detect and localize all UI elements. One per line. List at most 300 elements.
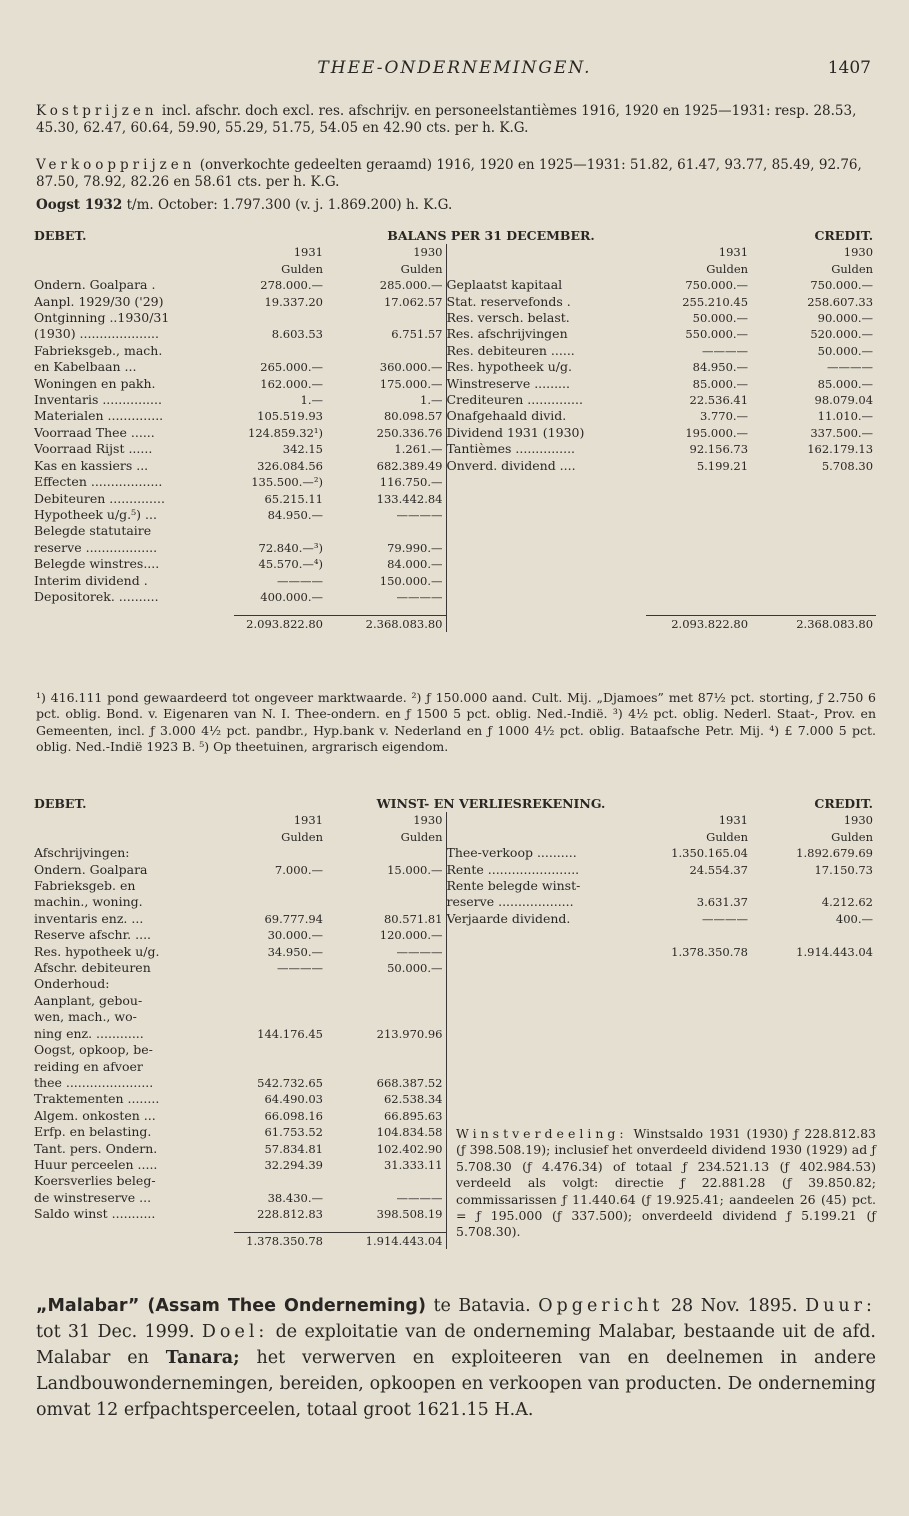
winst-credit-1930 <box>751 1026 876 1042</box>
winst-debit-1930: 104.834.58 <box>376 1125 443 1140</box>
balans-credit-1930: 750.000.— <box>810 278 874 293</box>
balans-debit-1931: 124.859.32¹) <box>248 425 323 440</box>
winst-debit-1930 <box>326 894 446 910</box>
winst-debit-1931: 69.777.94 <box>264 911 323 926</box>
winst-debit-1930: 120.000.— <box>379 928 443 943</box>
winst-debit-label: Afschrijvingen: <box>34 845 130 861</box>
winst-debit-1930: 398.508.19 <box>376 1207 443 1222</box>
balans-credit-1931: 255.210.45 <box>682 294 749 309</box>
balans-credit-1930: 520.000.— <box>810 327 874 342</box>
balans-debit-label: Belegde statutaire <box>34 523 152 539</box>
balans-total-1930: 2.368.083.80 <box>326 615 446 632</box>
duur-value: tot 31 Dec. 1999. <box>36 1322 195 1342</box>
balans-credit-1930: 337.500.— <box>810 425 874 440</box>
verkoopprijzen-paragraph <box>36 157 876 191</box>
balans-debit-1930: 150.000.— <box>379 573 443 588</box>
winst-credit-label: Rente ....................... <box>446 862 646 878</box>
balans-debit-1930: 116.750.— <box>379 475 443 490</box>
balans-credit-1931 <box>646 523 751 539</box>
balans-credit-label: Stat. reservefonds . <box>446 294 646 310</box>
profit-distribution-label: Winstverdeeling: <box>456 1126 628 1141</box>
balans-debit-label: (1930) .................... <box>34 326 160 342</box>
balans-total-credit-1930: 2.368.083.80 <box>751 615 876 632</box>
winst-credit-label <box>446 1108 646 1124</box>
winst-row <box>34 944 876 960</box>
balans-debit-1930: 175.000.— <box>379 376 443 391</box>
balans-credit-1930: 5.708.30 <box>821 458 874 473</box>
winst-debit-label: Erfp. en belasting. <box>34 1124 152 1140</box>
winst-debit-1930: 62.538.34 <box>383 1092 443 1107</box>
kostprijzen-label: Kostprijzen <box>36 103 158 119</box>
balans-credit-1930: 98.079.04 <box>814 393 874 408</box>
unit-label: Gulden <box>281 829 323 844</box>
balans-debit-1931: 19.337.20 <box>264 294 323 309</box>
winst-title: WINST- EN VERLIESREKENING. <box>376 796 606 811</box>
balans-credit-1931 <box>646 556 751 572</box>
winst-debit-label: wen, mach., wo- <box>34 1009 137 1025</box>
winst-debit-1931 <box>234 993 326 1009</box>
winst-credit-1930 <box>751 878 876 894</box>
malabar-place: te Batavia. <box>433 1296 531 1316</box>
balans-credit-1930 <box>751 589 876 605</box>
balans-credit-1931: 750.000.— <box>685 278 749 293</box>
balans-debit-label: Kas en kassiers ... <box>34 457 149 473</box>
running-header <box>0 58 909 84</box>
balans-row <box>34 523 876 539</box>
winst-credit-label <box>446 993 646 1009</box>
winst-debit-label: Huur perceelen ..... <box>34 1156 158 1172</box>
winst-debit-1930 <box>326 1173 446 1189</box>
balans-debit-1930: 285.000.— <box>379 278 443 293</box>
balans-debet-label: DEBET. <box>34 228 87 243</box>
winst-credit-label <box>446 1059 646 1075</box>
winst-debit-1931: 7.000.— <box>274 862 323 877</box>
verkoopprijzen-text: (onverkochte gedeelten geraamd) 1916, 1920 en 1925—1931: 51.82, 61.47, 93.77, 85.49, 92.76, 87.50, 78.92, 82.26 en 58.61 cts. per h. K.G. <box>36 157 862 190</box>
winst-row <box>34 878 876 894</box>
winst-credit-1931 <box>646 1026 751 1042</box>
winst-credit-label <box>446 1075 646 1091</box>
balans-debit-label: Interim dividend . <box>34 572 148 588</box>
balans-credit-label <box>446 474 646 490</box>
winst-debit-label: Algem. onkosten ... <box>34 1107 156 1123</box>
winst-credit-1931: ———— <box>702 911 748 926</box>
winst-credit-1930 <box>751 1059 876 1075</box>
winst-debit-label: Oogst, opkoop, be- <box>34 1042 153 1058</box>
winst-credit-1930: 400.— <box>835 911 873 926</box>
balans-debit-1931: 278.000.— <box>260 278 323 293</box>
balans-credit-1930: 11.010.— <box>817 409 874 424</box>
winst-debit-1930: 80.571.81 <box>383 911 443 926</box>
balance-footnotes: ¹) 416.111 pond gewaardeerd tot ongeveer marktwaarde. ²) ƒ 150.000 aand. Cult. Mij. „Djamoes” met 87½ pct. storting, ƒ 2.750 6 pct. oblig. Bond. v. Eigenaren van N. I. Thee-ondern. en ƒ 1500 5 pct. oblig. Ned.-Indië. ³) 4½ pct. oblig. Nederl. Staat-, Prov. en Gemeenten, incl. ƒ 3.000 4½ pct. pandbr., Hyp.bank v. Nederland en ƒ 1000 4½ pct. oblig. Bataafsche Petr. Mij. ⁴) £ 7.000 5 pct. oblig. Ned.-Indië 1923 B. ⁵) Op theetuinen, argrarisch eigendom. <box>36 690 876 755</box>
balans-debit-label: en Kabelbaan ... <box>34 359 137 375</box>
unit-label: Gulden <box>831 829 873 844</box>
balans-credit-1931 <box>646 507 751 523</box>
winst-row <box>34 976 876 992</box>
winst-row <box>34 1026 876 1042</box>
balans-debit-1931: 400.000.— <box>260 589 323 604</box>
balans-debit-1930: 79.990.— <box>387 540 443 555</box>
balans-debit-label: Depositorek. .......... <box>34 588 159 604</box>
winst-total-1931: 1.378.350.78 <box>234 1233 326 1250</box>
winst-debit-1930 <box>326 878 446 894</box>
winst-total-1930: 1.914.443.04 <box>326 1233 446 1250</box>
balans-credit-label: Winstreserve ......... <box>446 376 646 392</box>
winst-credit-1930 <box>751 927 876 943</box>
winst-credit-1931: 3.631.37 <box>696 895 748 910</box>
balans-credit-label: CREDIT. <box>814 228 874 243</box>
winst-credit-1931 <box>646 976 751 992</box>
balans-credit-1930: ———— <box>827 360 874 375</box>
balans-credit-label: Res. versch. belast. <box>446 310 646 326</box>
malabar-company-name: „Malabar” (Assam Thee Onderneming) <box>36 1296 426 1316</box>
balans-credit-1931: 3.770.— <box>699 409 749 424</box>
winst-credit-label <box>446 1091 646 1107</box>
winst-debit-label: Saldo winst ........... <box>34 1206 156 1222</box>
balans-debit-label: Voorraad Rijst ...... <box>34 441 153 457</box>
balans-row <box>34 573 876 589</box>
balans-debit-1930: 80.098.57 <box>383 409 443 424</box>
balans-debit-1931: 326.084.56 <box>257 458 323 473</box>
balance-sheet-rows <box>34 277 876 605</box>
balans-credit-label <box>446 491 646 507</box>
balans-debit-label: Fabrieksgeb., mach. <box>34 342 163 358</box>
balans-debit-1930: 250.336.76 <box>376 425 443 440</box>
doel-label: Doel: <box>201 1322 269 1342</box>
winst-debit-1930: 15.000.— <box>387 862 443 877</box>
winst-credit-1930: 4.212.62 <box>821 895 873 910</box>
winst-credit-label <box>446 1009 646 1025</box>
balans-debit-label: Debiteuren .............. <box>34 490 165 506</box>
year-label: 1931 <box>718 245 749 260</box>
winst-debit-1931: 64.490.03 <box>264 1092 323 1107</box>
winst-credit-1931 <box>646 1108 751 1124</box>
balans-credit-1930: 162.179.13 <box>807 442 874 457</box>
winst-debit-1931: 38.430.— <box>267 1190 323 1205</box>
winst-debit-1931 <box>234 1173 326 1189</box>
balans-credit-1931 <box>646 589 751 605</box>
opgericht-value: 28 Nov. 1895. <box>670 1296 798 1316</box>
balans-debit-1931: 72.840.—³) <box>258 540 323 555</box>
balans-debit-1930: 133.442.84 <box>376 491 443 506</box>
balans-credit-label: Res. debiteuren ...... <box>446 343 646 359</box>
winst-debit-1930: 668.387.52 <box>376 1075 443 1090</box>
year-label: 1930 <box>843 813 873 828</box>
winst-debit-label: Aanplant, gebou- <box>34 992 143 1008</box>
balans-row <box>34 294 876 310</box>
winst-debit-1931 <box>234 1042 326 1058</box>
winst-debit-label: Tant. pers. Ondern. <box>34 1140 158 1156</box>
year-label: 1930 <box>843 245 874 260</box>
balans-debit-label: Materialen .............. <box>34 408 164 424</box>
balans-debit-label: Inventaris ............... <box>34 392 162 408</box>
winst-debit-1930 <box>326 976 446 992</box>
page-number: 1407 <box>827 58 871 78</box>
page-title: THEE-ONDERNEMINGEN. <box>317 58 592 78</box>
tanara-term: Tanara; <box>165 1348 240 1368</box>
balans-credit-label <box>446 573 646 589</box>
balans-credit-1930: 258.607.33 <box>807 294 874 309</box>
winst-debit-1931 <box>234 1059 326 1075</box>
winst-debit-1931: 66.098.16 <box>264 1108 323 1123</box>
winst-row <box>34 845 876 861</box>
malabar-rest: het verwerven en exploiteeren van en deelnemen in andere Landbouwondernemingen, bereiden, opkoopen en verkoopen van producten. De onderneming omvat 12 erfpachtsperceelen, totaal groot 1621.15 H.A. <box>36 1348 876 1420</box>
year-label: 1931 <box>718 813 748 828</box>
balans-credit-label: Geplaatst kapitaal <box>446 277 646 293</box>
winst-debit-1930 <box>326 1042 446 1058</box>
balans-debit-1930 <box>326 523 446 539</box>
winst-credit-1930 <box>751 976 876 992</box>
winst-debit-1931 <box>234 878 326 894</box>
balans-debit-1930: 1.— <box>420 393 443 408</box>
winst-credit-1930: 1.892.679.69 <box>796 846 873 861</box>
winst-debit-1931: 228.812.83 <box>257 1207 323 1222</box>
winst-row <box>34 993 876 1009</box>
winst-debit-1931: 61.753.52 <box>264 1125 323 1140</box>
balans-credit-label: Res. afschrijvingen <box>446 326 646 342</box>
balans-row <box>34 491 876 507</box>
winst-credit-1931 <box>646 927 751 943</box>
balans-credit-1930 <box>751 540 876 556</box>
winst-credit-1931: 1.350.165.04 <box>671 846 748 861</box>
winst-credit-label: CREDIT. <box>814 796 873 811</box>
winst-row <box>34 927 876 943</box>
duur-label: Duur: <box>805 1296 876 1316</box>
balans-row <box>34 589 876 605</box>
balans-credit-label <box>446 507 646 523</box>
balans-debit-1931: 105.519.93 <box>257 409 323 424</box>
winst-debit-1931 <box>234 894 326 910</box>
profit-distribution-text <box>456 1126 876 1241</box>
winst-debit-label: Reserve afschr. .... <box>34 927 152 943</box>
winst-debit-label: inventaris enz. ... <box>34 910 144 926</box>
winst-credit-label <box>446 1042 646 1058</box>
balans-debit-1931: 265.000.— <box>260 360 323 375</box>
winst-credit-label <box>446 960 646 976</box>
balans-debit-label: Effecten .................. <box>34 474 163 490</box>
balans-row <box>34 376 876 392</box>
balans-debit-1931: 8.603.53 <box>271 327 323 342</box>
balans-debit-1931 <box>234 310 326 326</box>
kostprijzen-paragraph <box>36 103 876 137</box>
balans-row <box>34 474 876 490</box>
winst-debit-1931: 542.732.65 <box>257 1075 323 1090</box>
balans-credit-label <box>446 556 646 572</box>
balans-credit-1930 <box>751 523 876 539</box>
oogst-text: t/m. October: 1.797.300 (v. j. 1.869.200) h. K.G. <box>126 197 453 213</box>
balans-debit-label: Hypotheek u/g.⁵) ... <box>34 506 157 522</box>
balans-debit-label: reserve .................. <box>34 539 158 555</box>
balans-debit-label: Ondern. Goalpara . <box>34 277 156 293</box>
winst-debit-label: ning enz. ............ <box>34 1025 144 1041</box>
balans-debit-1931: 45.570.—⁴) <box>258 557 323 572</box>
winst-debit-label: Fabrieksgeb. en <box>34 878 136 894</box>
winst-debit-1930 <box>326 993 446 1009</box>
balans-credit-1930 <box>751 474 876 490</box>
winst-credit-1930 <box>751 1009 876 1025</box>
year-label: 1930 <box>413 245 443 260</box>
winst-row <box>34 894 876 910</box>
winst-debit-1930: ———— <box>396 1190 443 1205</box>
winst-credit-label <box>446 976 646 992</box>
unit-label: Gulden <box>281 261 323 276</box>
unit-label: Gulden <box>831 261 874 276</box>
winst-debit-1931: 30.000.— <box>267 928 323 943</box>
balans-row <box>34 392 876 408</box>
balans-total-1931: 2.093.822.80 <box>234 615 326 632</box>
winst-credit-1930 <box>751 1075 876 1091</box>
winst-credit-1931: 24.554.37 <box>689 862 748 877</box>
oogst-label: Oogst 1932 <box>36 197 123 213</box>
winst-credit-1930 <box>751 1042 876 1058</box>
balans-debit-1931: ———— <box>277 573 323 588</box>
winst-debit-1931: 32.294.39 <box>264 1157 323 1172</box>
kostprijzen-text: incl. afschr. doch excl. res. afschrijv. en personeelstantièmes 1916, 1920 en 1925—1931: resp. 28.53, 45.30, 62.47, 60.64, 59.90, 55.29, 51.75, 54.05 en 42.90 cts. per h. K.G. <box>36 103 857 136</box>
winst-credit-label <box>446 927 646 943</box>
balans-debit-1931: 84.950.— <box>267 507 323 522</box>
winst-credit-1930 <box>751 960 876 976</box>
winst-credit-label: Rente belegde winst- <box>446 878 646 894</box>
balans-credit-1931: 195.000.— <box>685 425 749 440</box>
balans-debit-1930: 84.000.— <box>387 557 443 572</box>
winst-debit-label: Afschr. debiteuren <box>34 960 151 976</box>
balans-total-credit-1931: 2.093.822.80 <box>646 615 751 632</box>
winst-credit-1931 <box>646 1009 751 1025</box>
balans-row <box>34 507 876 523</box>
winst-credit-label <box>446 1026 646 1042</box>
malabar-paragraph <box>36 1293 876 1423</box>
winst-credit-label: Verjaarde dividend. <box>446 911 646 927</box>
unit-label: Gulden <box>706 261 749 276</box>
balans-debit-1930: 682.389.49 <box>376 458 443 473</box>
balans-debit-label: Woningen en pakh. <box>34 375 156 391</box>
balans-debit-1931 <box>234 343 326 359</box>
winst-credit-label: Thee-verkoop .......... <box>446 845 646 861</box>
winst-credit-1930: 1.914.443.04 <box>796 944 873 959</box>
winst-debit-1930: 66.895.63 <box>383 1108 443 1123</box>
balans-row <box>34 326 876 342</box>
balans-row <box>34 343 876 359</box>
winst-debit-label: Onderhoud: <box>34 976 110 992</box>
balans-debit-1930: 6.751.57 <box>391 327 443 342</box>
winst-credit-1931 <box>646 1059 751 1075</box>
balans-debit-label: Aanpl. 1929/30 ('29) <box>34 293 164 309</box>
balans-credit-1930: 50.000.— <box>817 343 874 358</box>
profit-distribution-body: Winstsaldo 1931 (1930) ƒ 228.812.83 (ƒ 398.508.19); inclusief het onverdeeld dividend 1930 (1929) ad ƒ 5.708.30 (ƒ 4.476.34) of totaal ƒ 234.521.13 (ƒ 402.984.53) verdeeld als volgt: directie ƒ 22.881.28 (ƒ 39.850.82; commissarissen ƒ 11.440.64 (ƒ 19.925.41; aandeelen 26 (45) pct. = ƒ 195.000 (ƒ 337.500); onverdeeld dividend ƒ 5.199.21 (ƒ 5.708.30). <box>456 1126 876 1240</box>
winst-debit-label: Traktementen ........ <box>34 1091 160 1107</box>
winst-credit-1931 <box>646 1091 751 1107</box>
winst-credit-1930: 17.150.73 <box>814 862 873 877</box>
balans-credit-1930: 85.000.— <box>817 376 874 391</box>
balans-row <box>34 458 876 474</box>
winst-credit-1930 <box>751 993 876 1009</box>
winst-debit-label: Ondern. Goalpara <box>34 861 148 877</box>
winst-debit-1930 <box>326 845 446 861</box>
winst-credit-1930 <box>751 1108 876 1124</box>
winst-row <box>34 1091 876 1107</box>
balans-title: BALANS PER 31 DECEMBER. <box>387 228 595 243</box>
winst-row <box>34 960 876 976</box>
winst-debit-1931: ———— <box>277 961 323 976</box>
balans-debit-1930: ———— <box>396 589 443 604</box>
balans-debit-1930: 1.261.— <box>394 442 443 457</box>
verkoopprijzen-label: Verkoopprijzen <box>36 157 196 173</box>
winst-credit-label <box>446 944 646 960</box>
winst-debit-1930 <box>326 1009 446 1025</box>
balans-debit-label: Voorraad Thee ...... <box>34 424 155 440</box>
winst-credit-1930 <box>751 1091 876 1107</box>
balans-debit-1930: 17.062.57 <box>383 294 443 309</box>
winst-debit-1930: ———— <box>396 944 443 959</box>
balans-row <box>34 310 876 326</box>
balans-debit-1931: 342.15 <box>282 442 323 457</box>
balans-debit-1931: 65.215.11 <box>264 491 323 506</box>
winst-debet-label: DEBET. <box>34 796 87 811</box>
winst-debit-label: reiding en afvoer <box>34 1058 143 1074</box>
balance-sheet-table <box>34 228 876 632</box>
winst-debit-label: Res. hypotheek u/g. <box>34 943 160 959</box>
balans-credit-1931: 22.536.41 <box>689 393 749 408</box>
balans-debit-1931 <box>234 523 326 539</box>
winst-debit-1931 <box>234 1009 326 1025</box>
balans-credit-1931: ———— <box>702 343 749 358</box>
winst-credit-1931 <box>646 993 751 1009</box>
balans-credit-1930 <box>751 507 876 523</box>
balans-credit-1930 <box>751 491 876 507</box>
balans-debit-1931: 162.000.— <box>260 376 323 391</box>
year-label: 1930 <box>413 813 443 828</box>
balans-credit-1931 <box>646 573 751 589</box>
winst-row <box>34 911 876 927</box>
winst-credit-1931 <box>646 878 751 894</box>
winst-credit-label: reserve ................... <box>446 894 646 910</box>
winst-row <box>34 862 876 878</box>
balans-row <box>34 359 876 375</box>
winst-debit-1930: 31.333.11 <box>383 1157 443 1172</box>
doel-value: de exploitatie van de onderneming Malabar, bestaande uit de afd. Malabar en <box>36 1322 876 1368</box>
balans-credit-label: Dividend 1931 (1930) <box>446 425 646 441</box>
winst-debit-1931 <box>234 976 326 992</box>
opgericht-label: Opgericht <box>538 1296 664 1316</box>
balans-credit-1931: 550.000.— <box>685 327 749 342</box>
winst-row <box>34 1042 876 1058</box>
balans-credit-label <box>446 523 646 539</box>
balans-row <box>34 277 876 293</box>
winst-debit-label: thee ...................... <box>34 1074 154 1090</box>
balans-debit-label: Ontginning ..1930/31 <box>34 310 170 326</box>
winst-debit-1930: 50.000.— <box>387 961 443 976</box>
balans-row <box>34 556 876 572</box>
balans-credit-label: Onverd. dividend .... <box>446 458 646 474</box>
winst-row <box>34 1009 876 1025</box>
balans-row <box>34 425 876 441</box>
balans-row <box>34 408 876 424</box>
winst-debit-1930: 102.402.90 <box>376 1141 443 1156</box>
balans-credit-1931 <box>646 491 751 507</box>
balans-debit-1930 <box>326 310 446 326</box>
winst-debit-1931: 34.950.— <box>267 944 323 959</box>
unit-label: Gulden <box>400 829 443 844</box>
balans-debit-1930 <box>326 343 446 359</box>
balans-credit-1931 <box>646 474 751 490</box>
balans-credit-1931: 84.950.— <box>692 360 749 375</box>
balans-debit-1930: ———— <box>396 507 443 522</box>
winst-row <box>34 1059 876 1075</box>
balans-credit-label: Tantièmes ............... <box>446 441 646 457</box>
winst-debit-1930 <box>326 1059 446 1075</box>
balans-credit-1930: 90.000.— <box>817 311 874 326</box>
winst-debit-label: Koersverlies beleg- <box>34 1173 156 1189</box>
balans-credit-1930 <box>751 573 876 589</box>
